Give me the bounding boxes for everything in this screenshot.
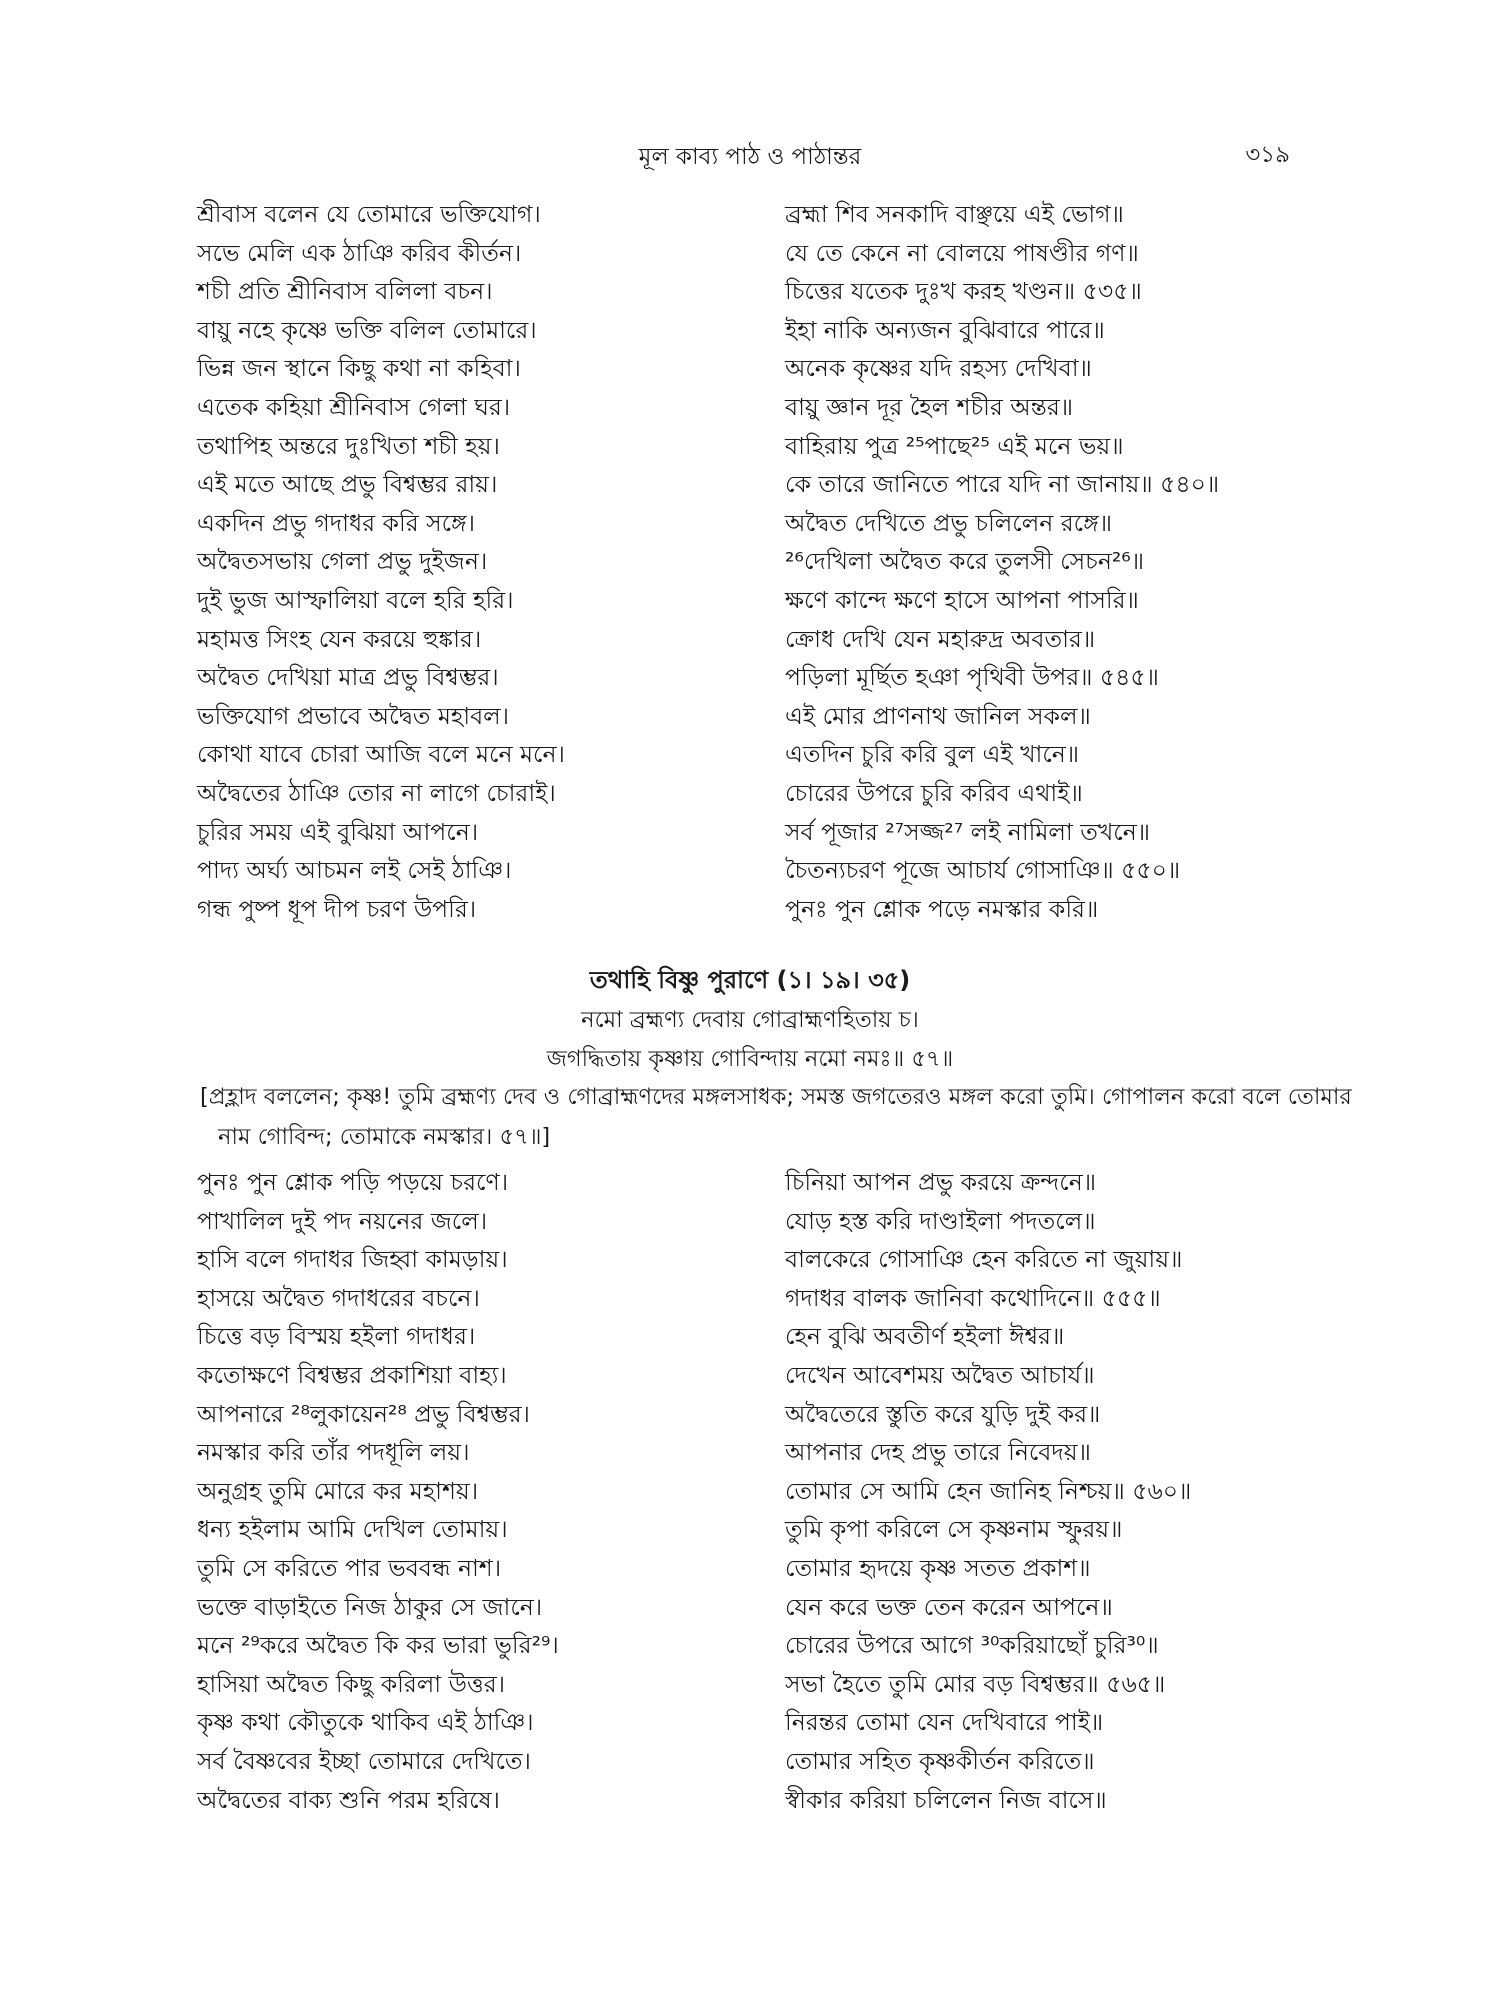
couplet-right-line: চিত্তের যতেক দুঃখ করহ খণ্ডন॥ ৫৩৫॥ xyxy=(785,277,1142,306)
couplet-row xyxy=(0,311,1500,350)
couplet-left-line: পুনঃ পুন শ্লোক পড়ি পড়য়ে চরণে। xyxy=(197,1168,509,1196)
couplet-right-line: বালকেরে গোসাঞি হেন করিতে না জুয়ায়॥ xyxy=(785,1245,1183,1274)
couplet-row xyxy=(0,542,1500,581)
couplet-left-line: এই মতে আছে প্রভু বিশ্বম্ভর রায়। xyxy=(197,470,498,499)
couplet-left-line: চুরির সময় এই বুঝিয়া আপনে। xyxy=(197,817,479,846)
couplet-right-line: এতদিন চুরি করি বুল এই খানে॥ xyxy=(785,740,1080,769)
couplet-right-line: চোরের উপরে চুরি করিব এথাই॥ xyxy=(785,778,1083,807)
couplet-left-line: কোথা যাবে চোরা আজি বলে মনে মনে। xyxy=(197,740,565,769)
couplet-left-line: সভে মেলি এক ঠাঞি করিব কীর্তন। xyxy=(197,238,522,267)
couplet-left-line: ভক্তিযোগ প্রভাবে অদ্বৈত মহাবল। xyxy=(197,701,510,730)
verse-block-top xyxy=(0,195,1500,928)
couplet-row xyxy=(0,1279,1500,1318)
couplet-right-line: তুমি কৃপা করিলে সে কৃষ্ণনাম স্ফুরয়॥ xyxy=(785,1515,1123,1544)
couplet-row xyxy=(0,1626,1500,1665)
couplet-right-line: নিরন্তর তোমা যেন দেখিবারে পাই॥ xyxy=(785,1708,1104,1737)
couplet-right-line: এই মোর প্রাণনাথ জানিল সকল॥ xyxy=(785,701,1091,730)
couplet-left-line: কৃষ্ণ কথা কৌতুকে থাকিব এই ঠাঞি। xyxy=(197,1708,534,1737)
couplet-row xyxy=(0,735,1500,774)
couplet-right-line: কে তারে জানিতে পারে যদি না জানায়॥ ৫৪০॥ xyxy=(785,470,1220,499)
verse-heading: তথাহি বিষ্ণু পুরাণে (১। ১৯। ৩৫) xyxy=(589,966,911,994)
couplet-row xyxy=(0,1433,1500,1472)
couplet-left-line: হাসিয়া অদ্বৈত কিছু করিলা উত্তর। xyxy=(197,1669,506,1698)
couplet-left-line: কতোক্ষণে বিশ্বম্ভর প্রকাশিয়া বাহ্য। xyxy=(197,1360,507,1389)
couplet-left-line: অদ্বৈতের ঠাঞি তোর না লাগে চোরাই। xyxy=(197,778,556,807)
couplet-left-line: ভক্তে বাড়াইতে নিজ ঠাকুর সে জানে। xyxy=(197,1592,543,1621)
couplet-right-line: সভা হৈতে তুমি মোর বড় বিশ্বম্ভর॥ ৫৬৫॥ xyxy=(785,1669,1166,1698)
couplet-row xyxy=(0,234,1500,273)
couplet-right-line: আপনার দেহ প্রভু তারে নিবেদয়॥ xyxy=(785,1438,1091,1467)
couplet-row xyxy=(0,1395,1500,1434)
couplet-row xyxy=(0,697,1500,736)
couplet-right-line: তোমার সহিত কৃষ্ণকীর্তন করিতে॥ xyxy=(785,1746,1095,1775)
couplet-right-line: ইহা নাকি অন্যজন বুঝিবারে পারে॥ xyxy=(785,315,1105,344)
page-number: ৩১৯ xyxy=(1245,142,1290,168)
couplet-row xyxy=(0,1510,1500,1549)
couplet-right-line: ক্ষণে কান্দে ক্ষণে হাসে আপনা পাসরি॥ xyxy=(785,585,1139,614)
couplet-right-line: যোড় হস্ত করি দাণ্ডাইলা পদতলে॥ xyxy=(785,1206,1096,1235)
couplet-left-line: হাসি বলে গদাধর জিহ্বা কামড়ায়। xyxy=(197,1245,508,1274)
couplet-left-line: ধন্য হইলাম আমি দেখিল তোমায়। xyxy=(197,1515,508,1544)
couplet-row xyxy=(0,1742,1500,1781)
couplet-right-line: ²⁶দেখিলা অদ্বৈত করে তুলসী সেচন²⁶॥ xyxy=(785,547,1145,576)
couplet-right-line: যে তে কেনে না বোলয়ে পাষণ্ডীর গণ॥ xyxy=(785,238,1139,267)
couplet-left-line: তথাপিহ অন্তরে দুঃখিতা শচী হয়। xyxy=(197,431,500,460)
couplet-left-line: শচী প্রতি শ্রীনিবাস বলিলা বচন। xyxy=(197,277,493,306)
couplet-right-line: তোমার সে আমি হেন জানিহ নিশ্চয়॥ ৫৬০॥ xyxy=(785,1476,1192,1505)
sloka-line-1: নমো ব্রহ্মণ্য দেবায় গোব্রাহ্মণহিতায় চ। xyxy=(581,1007,919,1033)
couplet-right-line: যেন করে ভক্ত তেন করেন আপনে॥ xyxy=(785,1592,1113,1621)
couplet-left-line: অদ্বৈতের বাক্য শুনি পরম হরিষে। xyxy=(197,1785,500,1814)
couplet-row xyxy=(0,774,1500,813)
couplet-row xyxy=(0,1549,1500,1588)
couplet-left-line: তুমি সে করিতে পার ভববন্ধ নাশ। xyxy=(197,1553,502,1582)
couplet-right-line: চোরের উপরে আগে ³⁰করিয়াছোঁ চুরি³⁰॥ xyxy=(785,1631,1159,1660)
couplet-row xyxy=(0,1472,1500,1511)
couplet-right-line: বায়ু জ্ঞান দূর হৈল শচীর অন্তর॥ xyxy=(785,392,1074,421)
couplet-right-line: পড়িলা মূর্ছিত হঞা পৃথিবী উপর॥ ৫৪৫॥ xyxy=(785,663,1159,692)
couplet-row xyxy=(0,1703,1500,1742)
couplet-right-line: অদ্বৈতেরে স্তুতি করে যুড়ি দুই কর॥ xyxy=(785,1399,1101,1428)
couplet-right-line: স্বীকার করিয়া চলিলেন নিজ বাসে॥ xyxy=(785,1785,1107,1814)
couplet-right-line: ব্রহ্মা শিব সনকাদি বাঞ্ছয়ে এই ভোগ॥ xyxy=(785,200,1124,228)
couplet-left-line: হাসয়ে অদ্বৈত গদাধরের বচনে। xyxy=(197,1283,480,1312)
couplet-left-line: মহামত্ত সিংহ যেন করয়ে হুঙ্কার। xyxy=(197,624,482,653)
couplet-right-line: চিনিয়া আপন প্রভু করয়ে ক্রন্দনে॥ xyxy=(785,1168,1097,1196)
couplet-row xyxy=(0,504,1500,543)
couplet-right-line: বাহিরায় পুত্র ²⁵পাছে²⁵ এই মনে ভয়॥ xyxy=(785,431,1124,460)
couplet-row xyxy=(0,890,1500,929)
couplet-left-line: সর্ব বৈষ্ণবের ইচ্ছা তোমারে দেখিতে। xyxy=(197,1746,531,1775)
couplet-left-line: এতেক কহিয়া শ্রীনিবাস গেলা ঘর। xyxy=(197,392,511,421)
couplet-row xyxy=(0,1665,1500,1704)
couplet-left-line: অনুগ্রহ তুমি মোরে কর মহাশয়। xyxy=(197,1476,479,1505)
couplet-row xyxy=(0,1356,1500,1395)
couplet-left-line: ভিন্ন জন স্থানে কিছু কথা না কহিবা। xyxy=(197,354,521,383)
couplet-left-line: শ্রীবাস বলেন যে তোমারে ভক্তিযোগ। xyxy=(197,200,541,228)
couplet-row xyxy=(0,851,1500,890)
couplet-right-line: দেখেন আবেশময় অদ্বৈত আচার্য॥ xyxy=(785,1360,1095,1389)
couplet-row xyxy=(0,465,1500,504)
couplet-row xyxy=(0,1588,1500,1627)
couplet-row xyxy=(0,1317,1500,1356)
couplet-row xyxy=(0,1240,1500,1279)
couplet-left-line: আপনারে ²⁸লুকায়েন²⁸ প্রভু বিশ্বম্ভর। xyxy=(197,1399,530,1428)
couplet-right-line: চৈতন্যচরণ পূজে আচার্য গোসাঞি॥ ৫৫০॥ xyxy=(785,856,1181,885)
verse-block-bottom xyxy=(0,1163,1500,1819)
sloka-line-2: জগদ্ধিতায় কৃষ্ণায় গোবিন্দায় নমো নমঃ॥ ৫৭॥ xyxy=(546,1046,954,1072)
couplet-right-line: সর্ব পূজার ²⁷সজ্জ²⁷ লই নামিলা তখনে॥ xyxy=(785,817,1151,846)
couplet-row xyxy=(0,658,1500,697)
couplet-right-line: অনেক কৃষ্ণের যদি রহস্য দেখিবা॥ xyxy=(785,354,1092,383)
couplet-row xyxy=(0,195,1500,234)
couplet-left-line: অদ্বৈতসভায় গেলা প্রভু দুইজন। xyxy=(197,547,488,576)
couplet-right-line: ক্রোধ দেখি যেন মহারুদ্র অবতার॥ xyxy=(785,624,1096,653)
couplet-left-line: পাখালিল দুই পদ নয়নের জলে। xyxy=(197,1206,488,1235)
couplet-left-line: নমস্কার করি তাঁর পদধূলি লয়। xyxy=(197,1438,470,1467)
couplet-row xyxy=(0,349,1500,388)
couplet-right-line: হেন বুঝি অবতীর্ণ হইলা ঈশ্বর॥ xyxy=(785,1322,1065,1351)
couplet-row xyxy=(0,388,1500,427)
couplet-right-line: গদাধর বালক জানিবা কথোদিনে॥ ৫৫৫॥ xyxy=(785,1283,1161,1312)
couplet-left-line: পাদ্য অর্ঘ্য আচমন লই সেই ঠাঞি। xyxy=(197,856,512,885)
couplet-row xyxy=(0,620,1500,659)
couplet-left-line: মনে ²⁹করে অদ্বৈত কি কর ভারা ভুরি²⁹। xyxy=(197,1631,559,1660)
couplet-row xyxy=(0,1781,1500,1820)
couplet-right-line: পুনঃ পুন শ্লোক পড়ে নমস্কার করি॥ xyxy=(785,894,1099,923)
couplet-row xyxy=(0,272,1500,311)
couplet-right-line: অদ্বৈত দেখিতে প্রভু চলিলেন রঙ্গে॥ xyxy=(785,508,1113,537)
couplet-left-line: অদ্বৈত দেখিয়া মাত্র প্রভু বিশ্বম্ভর। xyxy=(197,663,499,692)
couplet-left-line: গন্ধ পুষ্প ধূপ দীপ চরণ উপরি। xyxy=(197,894,477,923)
couplet-row xyxy=(0,581,1500,620)
couplet-row xyxy=(0,1163,1500,1202)
couplet-left-line: বায়ু নহে কৃষ্ণে ভক্তি বলিল তোমারে। xyxy=(197,315,537,344)
couplet-left-line: একদিন প্রভু গদাধর করি সঙ্গে। xyxy=(197,508,476,537)
couplet-row xyxy=(0,813,1500,852)
couplet-row xyxy=(0,427,1500,466)
translation-paragraph: [প্রহ্লাদ বললেন; কৃষ্ণ! তুমি ব্রহ্মণ্য দেব ও গোব্রাহ্মণদের মঙ্গলসাধক; সমস্ত জগতেরও মঙ্গল করো তুমি। গোপালন করো বলে তোমার নাম গোবিন্দ; তোমাকে নমস্কার। ৫৭॥] xyxy=(200,1084,1352,1150)
running-head: মূল কাব্য পাঠ ও পাঠান্তর xyxy=(638,144,862,170)
couplet-left-line: দুই ভুজ আস্ফালিয়া বলে হরি হরি। xyxy=(197,585,514,614)
couplet-row xyxy=(0,1202,1500,1241)
couplet-right-line: তোমার হৃদয়ে কৃষ্ণ সতত প্রকাশ॥ xyxy=(785,1553,1091,1582)
couplet-left-line: চিত্তে বড় বিস্ময় হইলা গদাধর। xyxy=(197,1322,476,1351)
